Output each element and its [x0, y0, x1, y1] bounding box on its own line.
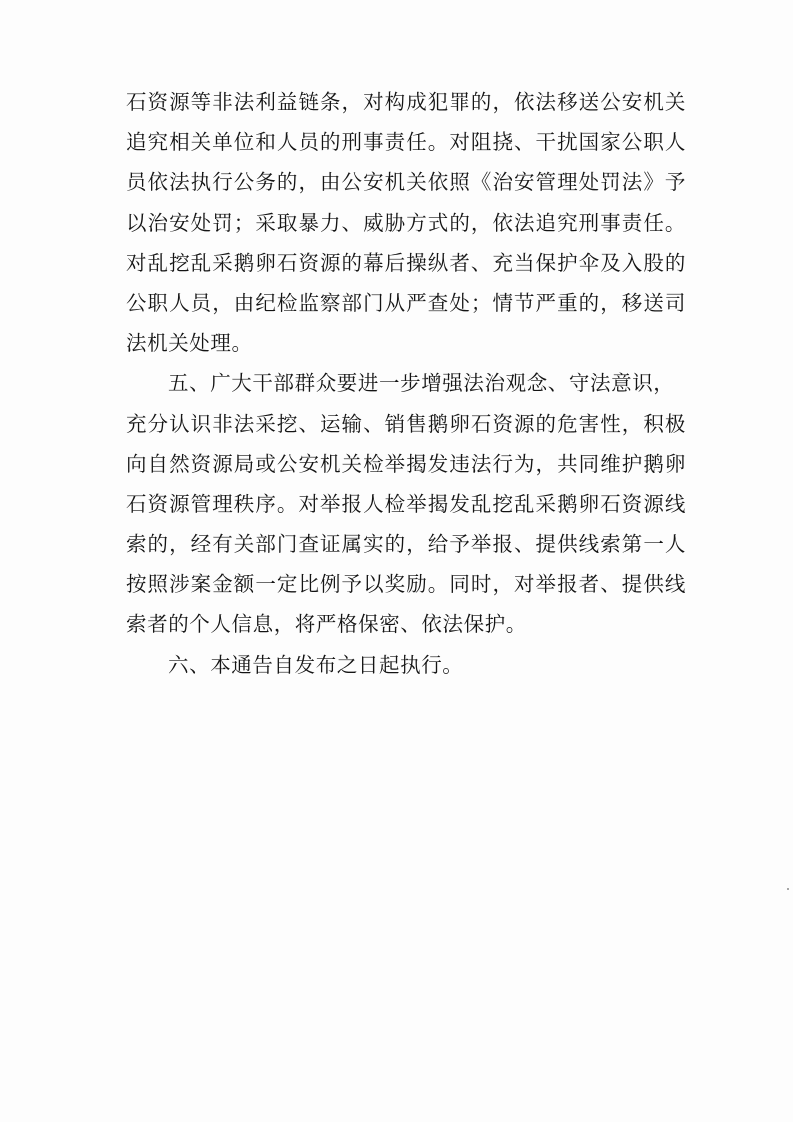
text-line: 公职人员，由纪检监察部门从严查处；情节严重的，移送司: [126, 290, 686, 315]
text-line: 对乱挖乱采鹅卵石资源的幕后操纵者、充当保护伞及入股的: [126, 250, 686, 275]
text-line: 五、广大干部群众要进一步增强法治观念、守法意识，: [168, 371, 675, 396]
text-line: 法机关处理。: [126, 331, 253, 356]
text-line: 以治安处罚；采取暴力、威胁方式的，依法追究刑事责任。: [126, 210, 686, 235]
text-line: 索的，经有关部门查证属实的，给予举报、提供线索第一人: [126, 532, 686, 557]
text-line: 石资源等非法利益链条，对构成犯罪的，依法移送公安机关: [126, 90, 686, 114]
text-line: 员依法执行公务的，由公安机关依照《治安管理处罚法》予: [126, 170, 686, 195]
text-line: 追究相关单位和人员的刑事责任。对阻挠、干扰国家公职人: [126, 130, 686, 155]
text-line: 向自然资源局或公安机关检举揭发违法行为，共同维护鹅卵: [126, 451, 686, 476]
paragraph-6: [126, 645, 686, 685]
text-line: 索者的个人信息，将严格保密、依法保护。: [126, 612, 527, 637]
text-line: 按照涉案金额一定比例予以奖励。同时，对举报者、提供线: [126, 572, 686, 597]
scan-artifact-dot: [787, 888, 789, 890]
text-line: 石资源管理秩序。对举报人检举揭发乱挖乱采鹅卵石资源线: [126, 491, 686, 516]
paragraph-5: [126, 363, 686, 644]
document-body: [126, 82, 686, 685]
paragraph-4-continued: [126, 82, 686, 363]
text-line: 充分认识非法采挖、运输、销售鹅卵石资源的危害性，积极: [126, 411, 686, 436]
text-line: 六、本通告自发布之日起执行。: [168, 652, 464, 677]
